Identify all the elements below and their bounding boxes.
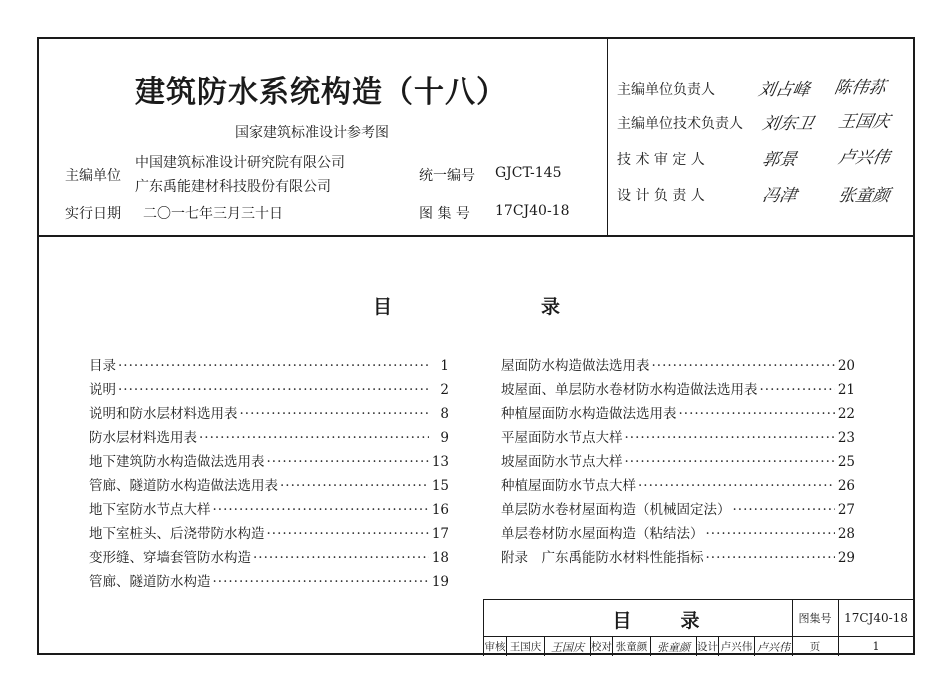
effective-date: 二〇一七年三月三十日: [143, 206, 283, 222]
toc-leader: [638, 478, 835, 494]
resp-label-4: 设 计 负 责 人: [617, 188, 705, 204]
toc-item-title: 附录 广东禹能防水材料性能指标: [501, 550, 704, 566]
toc-item[interactable]: [501, 498, 855, 520]
toc-item[interactable]: [89, 522, 449, 544]
toc-leader: [733, 502, 836, 518]
toc-leader: [679, 406, 836, 422]
toc-item-title: 屋面防水构造做法选用表: [501, 358, 650, 374]
toc-item-title: 说明: [89, 382, 116, 398]
toc-leader: [280, 478, 429, 494]
tb-name-left: 目: [612, 609, 632, 632]
toc-item-page: 20: [837, 358, 855, 374]
signature: 刘东卫: [760, 114, 816, 134]
toc-leader: [706, 550, 836, 566]
toc-item[interactable]: [89, 378, 449, 400]
toc-item-page: 28: [837, 526, 855, 542]
toc-leader: [118, 358, 429, 374]
toc-item-title: 说明和防水层材料选用表: [89, 406, 238, 422]
toc-item-page: 15: [431, 478, 449, 494]
signature: 张童颜: [650, 637, 696, 656]
toc-item-title: 管廊、隧道防水构造: [89, 574, 211, 590]
tb-check-label: 校对: [590, 637, 612, 656]
toc-item-title: 防水层材料选用表: [89, 430, 197, 446]
tb-page-label: 页: [809, 641, 821, 653]
toc-item-title: 平屋面防水节点大样: [501, 430, 623, 446]
toc-item[interactable]: [89, 354, 449, 376]
tb-reviewer: 王国庆: [506, 637, 544, 656]
resp-label-3: 技 术 审 定 人: [617, 152, 705, 168]
cover-header: [39, 39, 913, 237]
toc-item[interactable]: [501, 426, 855, 448]
signature: 刘占峰: [756, 80, 812, 100]
toc-item-page: 2: [440, 382, 449, 398]
tb-page-no: 1: [872, 640, 880, 653]
toc-leader: [199, 430, 429, 446]
atlas-no: 17CJ40-18: [495, 203, 570, 219]
toc-item-title: 单层卷材防水屋面构造（粘结法）: [501, 526, 704, 542]
toc-item[interactable]: [89, 546, 449, 568]
toc-leader: [267, 526, 430, 542]
toc-leader: [240, 406, 430, 422]
toc-item-page: 8: [440, 406, 449, 422]
toc-item[interactable]: [89, 474, 449, 496]
tb-review-label: 审核: [484, 641, 506, 653]
signature: 卢兴伟: [754, 637, 792, 656]
toc-item[interactable]: [89, 402, 449, 424]
toc-item-page: 16: [431, 502, 449, 518]
toc-leader: [706, 526, 836, 542]
toc-item-title: 地下室桩头、后浇带防水构造: [89, 526, 265, 542]
toc-item-page: 29: [837, 550, 855, 566]
tb-checker: 张童颜: [612, 637, 650, 656]
toc-item-page: 25: [837, 454, 855, 470]
toc-item-page: 26: [837, 478, 855, 494]
toc-item-title: 管廊、隧道防水构造做法选用表: [89, 478, 278, 494]
toc-item-title: 种植屋面防水构造做法选用表: [501, 406, 677, 422]
atlas-title: 建筑防水系统构造（十八）: [135, 75, 507, 110]
toc-leader: [625, 454, 836, 470]
toc-item-title: 坡屋面、单层防水卷材防水构造做法选用表: [501, 382, 758, 398]
toc-item[interactable]: [501, 474, 855, 496]
signature: 王国庆: [836, 112, 892, 132]
title-block: [483, 599, 914, 656]
signature: 王国庆: [544, 637, 590, 656]
editor-unit-line1: 中国建筑标准设计研究院有限公司: [135, 155, 345, 171]
toc-heading-left: 目: [373, 296, 393, 318]
toc-item[interactable]: [501, 450, 855, 472]
toc-item[interactable]: [89, 498, 449, 520]
editor-unit-line2: 广东禹能建材科技股份有限公司: [135, 179, 331, 195]
toc-item-title: 地下室防水节点大样: [89, 502, 211, 518]
toc-leader: [267, 454, 430, 470]
toc-heading-right: 录: [541, 296, 561, 318]
toc-item-page: 19: [431, 574, 449, 590]
toc-leader: [213, 574, 430, 590]
effective-date-label: 实行日期: [65, 206, 121, 222]
unified-code-label: 统一编号: [419, 168, 475, 184]
toc-item-title: 单层防水卷材屋面构造（机械固定法）: [501, 502, 731, 518]
toc-item-title: 变形缝、穿墙套管防水构造: [89, 550, 251, 566]
toc-item-page: 21: [837, 382, 855, 398]
toc-item[interactable]: [501, 522, 855, 544]
toc-item-title: 目录: [89, 358, 116, 374]
signature: 冯津: [760, 186, 799, 206]
toc-item-page: 13: [431, 454, 449, 470]
atlas-subtitle: 国家建筑标准设计参考图: [235, 125, 389, 141]
signature: 卢兴伟: [836, 148, 892, 168]
toc-leader: [253, 550, 429, 566]
editor-unit-label: 主编单位: [65, 168, 121, 184]
toc-item[interactable]: [501, 378, 855, 400]
tb-atlas-label: 图集号: [798, 612, 832, 625]
drawing-frame: [37, 37, 915, 655]
signature: 郭景: [760, 150, 799, 170]
toc-item-page: 1: [440, 358, 449, 374]
tb-name-right: 录: [680, 609, 700, 632]
tb-design-label: 设计: [696, 637, 718, 656]
unified-code: GJCT-145: [495, 165, 562, 181]
toc-leader: [652, 358, 836, 374]
toc-item-page: 22: [837, 406, 855, 422]
tb-designer: 卢兴伟: [718, 637, 754, 656]
toc-leader: [760, 382, 836, 398]
resp-label-1: 主编单位负责人: [617, 82, 715, 98]
toc-item-page: 23: [837, 430, 855, 446]
toc-item[interactable]: [501, 354, 855, 376]
toc-item-title: 坡屋面防水节点大样: [501, 454, 623, 470]
toc-item[interactable]: [501, 402, 855, 424]
toc-item-title: 地下建筑防水构造做法选用表: [89, 454, 265, 470]
signature: 陈伟荪: [832, 78, 888, 98]
toc-item-page: 27: [837, 502, 855, 518]
signature: 张童颜: [836, 186, 892, 206]
toc-leader: [213, 502, 430, 518]
toc-item[interactable]: [89, 450, 449, 472]
toc-item-page: 18: [431, 550, 449, 566]
toc-item-title: 种植屋面防水节点大样: [501, 478, 636, 494]
toc-leader: [118, 382, 429, 398]
toc-item-page: 9: [440, 430, 449, 446]
toc-item[interactable]: [501, 546, 855, 568]
toc-item-page: 17: [431, 526, 449, 542]
atlas-no-label: 图 集 号: [419, 206, 470, 222]
header-divider: [607, 39, 608, 235]
toc-leader: [625, 430, 836, 446]
toc-item[interactable]: [89, 570, 449, 592]
toc-item[interactable]: [89, 426, 449, 448]
tb-atlas-no: 17CJ40-18: [844, 611, 908, 625]
resp-label-2: 主编单位技术负责人: [617, 116, 743, 132]
